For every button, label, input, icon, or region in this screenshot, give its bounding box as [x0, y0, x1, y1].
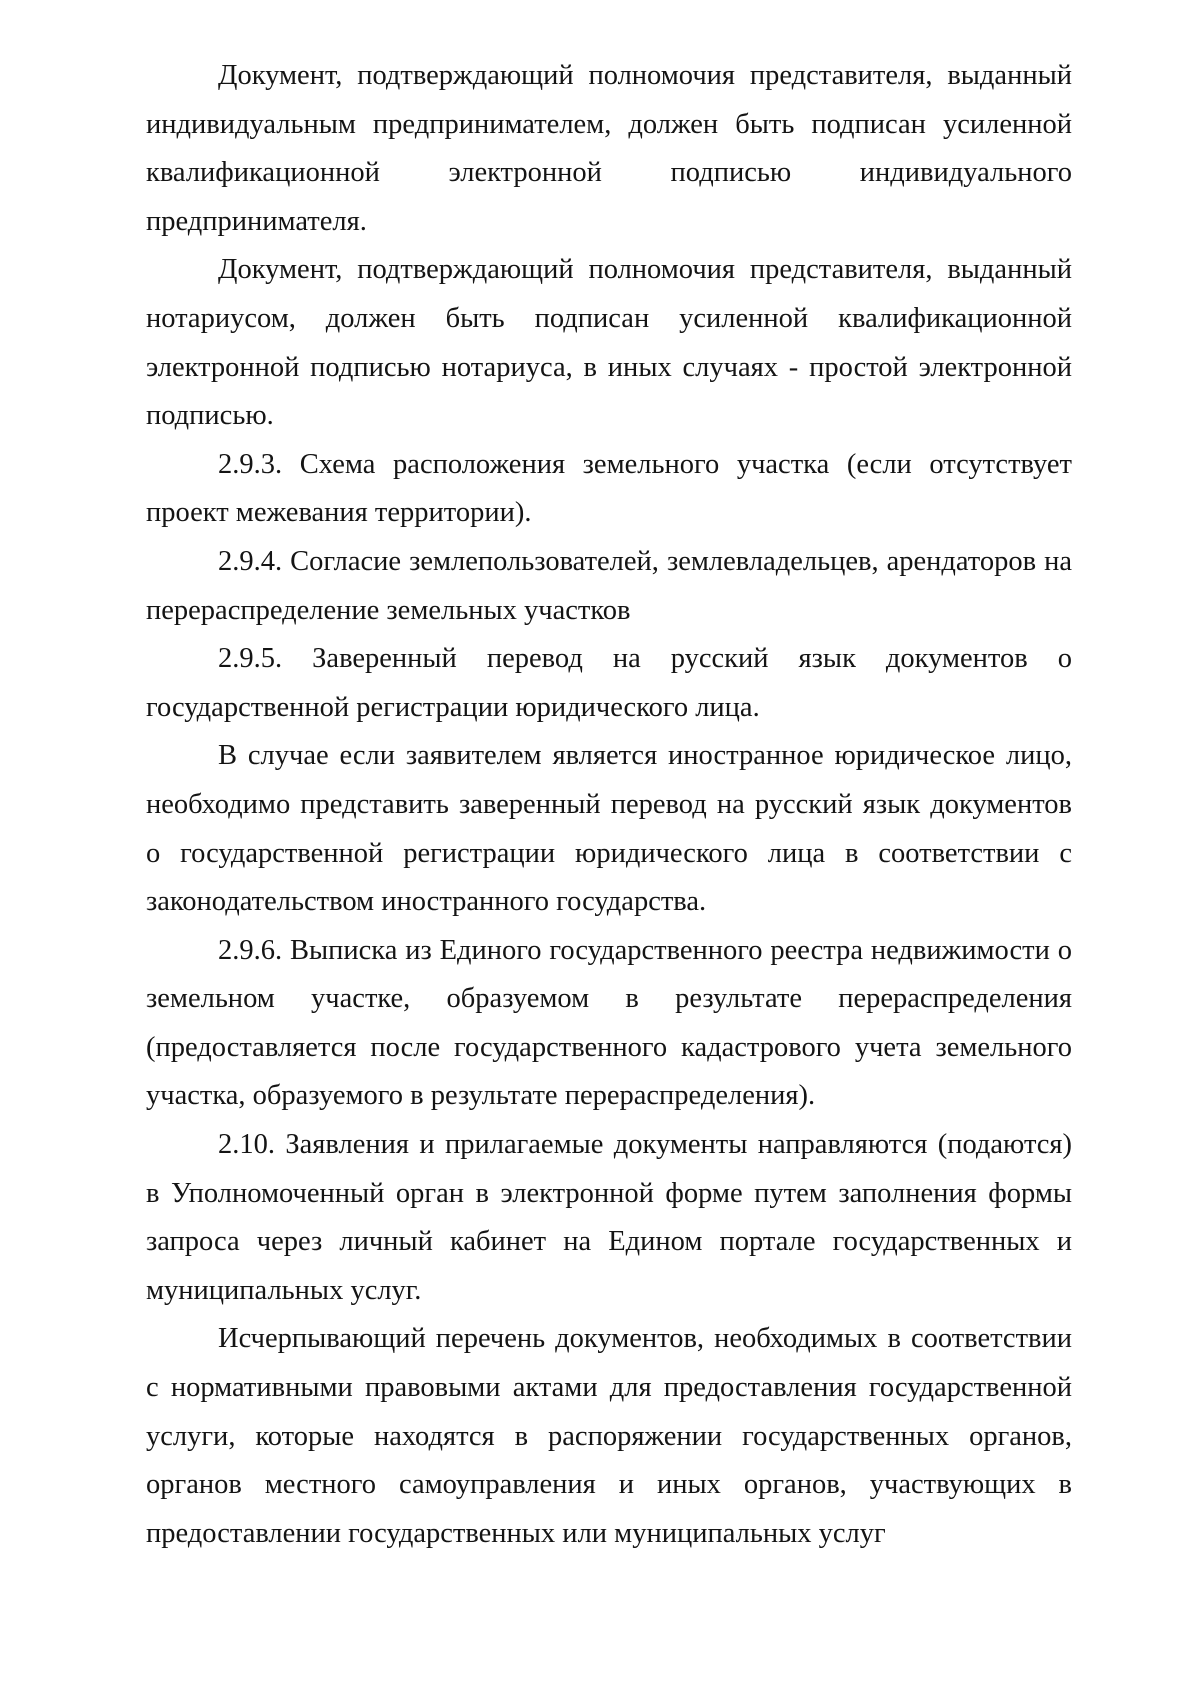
document-body: [146, 52, 1072, 1558]
paragraph-2-9-5: 2.9.5. Заверенный перевод на русский язык документов о государственной регистрации юридического лица.: [146, 643, 1072, 723]
paragraph-notary-representative-signature: Документ, подтверждающий полномочия представителя, выданный нотариусом, должен быть подписан усиленной квалификационной электронной подписью нотариуса, в иных случаях - простой электронной подписью.: [146, 254, 1072, 432]
paragraph-2-9-4: 2.9.4. Согласие землепользователей, землевладельцев, арендаторов на перераспределение земельных участков: [146, 545, 1072, 626]
paragraph-foreign-legal-entity: В случае если заявителем является иностранное юридическое лицо, необходимо представить заверенный перевод на русский язык документов о государственной регистрации юридического лица в соответствии с законодательством иностранного государства.: [146, 740, 1072, 918]
paragraph-2-9-3: 2.9.3. Схема расположения земельного участка (если отсутствует проект межевания территории).: [146, 448, 1072, 529]
paragraph-2-10: 2.10. Заявления и прилагаемые документы направляются (подаются) в Уполномоченный орган в электронной форме путем заполнения формы запроса через личный кабинет на Едином портале государственных и муниципальных услуг.: [146, 1129, 1072, 1306]
paragraph-2-9-6: 2.9.6. Выписка из Единого государственного реестра недвижимости о земельном участке, образуемом в результате перераспределения (предоставляется после государственного кадастрового учета земельного участка, образуемого в результате перераспределения).: [146, 934, 1072, 1112]
paragraph-exhaustive-list: Исчерпывающий перечень документов, необходимых в соответствии с нормативными правовыми актами для предоставления государственной услуги, которые находятся в распоряжении государственных органов, органов местного самоуправления и иных органов, участвующих в предоставлении государственных или муниципальных услуг: [146, 1323, 1072, 1549]
paragraph-ip-representative-signature: Документ, подтверждающий полномочия представителя, выданный индивидуальным предпринимателем, должен быть подписан усиленной квалификационной электронной подписью индивидуального предпринимателя.: [146, 60, 1072, 237]
